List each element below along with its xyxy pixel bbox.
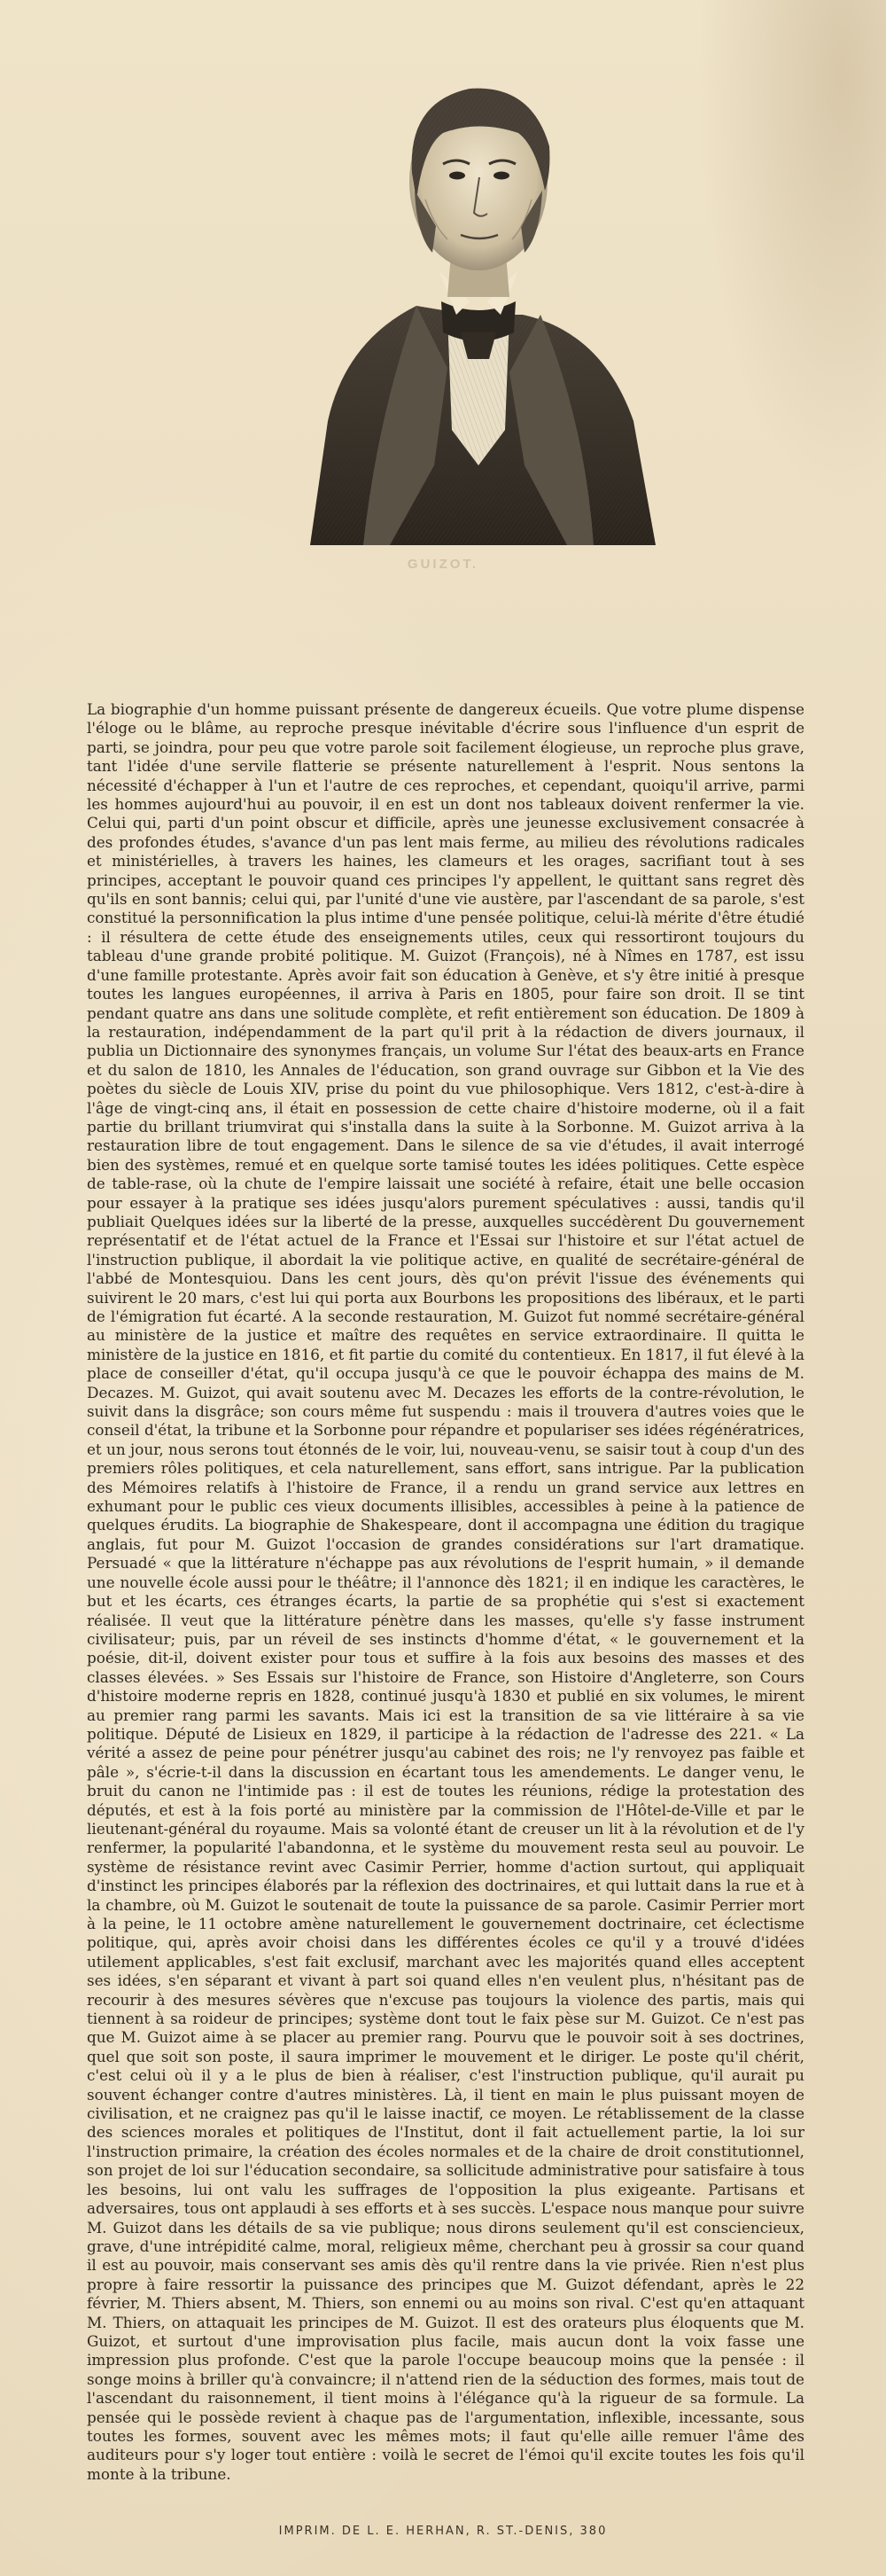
portrait-caption: GUIZOT. — [407, 557, 479, 572]
biography-paragraph: La biographie d'un homme puissant présente de dangereux écueils. Que votre plume dispense l'éloge ou le blâme, au reproche presque inévitable d'écrire sous l'influence d'un esprit de parti, se joindra, pour peu que votre parole soit facilement élogieuse, un reproche plus grave, tant l'idée d'une servile flatterie se présente naturellement à l'esprit. Nous sentons la nécessité d'échapper à l'un et l'autre de ces reproches, et cependant, quoiqu'il arrive, parmi les hommes aujourd'hui au pouvoir, il en est un dont nos tableaux doivent renfermer la vie. Celui qui, parti d'un point obscur et difficile, après une jeunesse exclusivement consacrée à des profondes études, s'avance d'un pas lent mais ferme, au milieu des révolutions radicales et ministérielles, à travers les haines, les clameurs et les orages, sacrifiant tout à ses principes, acceptant le pouvoir quand ces principes l'y appellent, le quittant sans regret dès qu'ils en sont bannis; celui qui, par l'unité d'une vie austère, par l'ascendant de sa parole, s'est constitué la personnification la plus intime d'une pensée politique, celui-là mérite d'être étudié : il résultera de cette étude des enseignements utiles, ceux qui ressortiront toujours du tableau d'une grande probité politique. M. Guizot (François), né à Nîmes en 1787, est issu d'une famille protestante. Après avoir fait son éducation à Genève, et s'y être initié à presque toutes les langues européennes, il arriva à Paris en 1805, pour faire son droit. Il se tint pendant quatre ans dans une solitude complète, et refit entièrement son éducation. De 1809 à la restauration, indépendamment de la part qu'il prit à la rédaction de divers journaux, il publia un Dictionnaire des synonymes français, un volume Sur l'état des beaux-arts en France et du salon de 1810, les Annales de l'éducation, son grand ouvrage sur Gibbon et la Vie des poètes du siècle de Louis XIV, prise du point du vue philosophique. Vers 1812, c'est-à-dire à l'âge de vingt-cinq ans, il était en possession de cette chaire d'histoire moderne, où il a fait partie du brillant triumvirat qui s'installa dans la suite à la Sorbonne. M. Guizot arriva à la restauration libre de tout engagement. Dans le silence de sa vie d'études, il avait interrogé bien des systèmes, remué et en quelque sorte tamisé toutes les idées politiques. Cette espèce de table-rase, où la chute de l'empire laissait une société à refaire, était une belle occasion pour essayer à la pratique ses idées jusqu'alors purement spéculatives : aussi, tandis qu'il publiait Quelques idées sur la liberté de la presse, auxquelles succédèrent Du gouvernement représentatif et de l'état actuel de la France et l'Essai sur l'histoire et sur l'état actuel de l'instruction publique, il abordait la vie politique active, en qualité de secrétaire-général de l'abbé de Montesquiou. Dans les cent jours, dès qu'on prévit l'issue des événements qui suivirent le 20 mars, c'est lui qui porta aux Bourbons les propositions des libéraux, et le parti de l'émigration fut écarté. A la seconde restauration, M. Guizot fut nommé secrétaire-général au ministère de la justice et maître des requêtes en service extraordinaire. Il quitta le ministère de la justice en 1816, et fit partie du comité du contentieux. En 1817, il fut élevé à la place de conseiller d'état, qu'il occupa jusqu'à ce que le pouvoir échappa des mains de M. Decazes. M. Guizot, qui avait soutenu avec M. Decazes les efforts de la contre-révolution, le suivit dans la disgrâce; son cours même fut suspendu : mais il trouvera d'autres voies que le conseil d'état, la tribune et la Sorbonne pour répandre et populariser ses idées régénératrices, et un jour, nous serons tout étonnés de le voir, lui, nouveau-venu, se saisir tout à coup d'un des premiers rôles politiques, et cela naturellement, sans effort, sans intrigue. Par la publication des Mémoires relatifs à l'histoire de France, il a rendu un grand service aux lettres en exhumant pour le public ces vieux documents illisibles, accessibles à peine à la patience de quelques érudits. La biographie de Shakespeare, dont il accompagna une édition du tragique anglais, fut pour M. Guizot l'occasion de grandes considérations sur l'art dramatique. Persuadé « que la littérature n'échappe pas aux révolutions de l'esprit humain, » il demande une nouvelle école aussi pour le théâtre; il l'annonce dès 1821; il en indique les caractères, le but et les écarts, ces étranges écarts, la partie de sa prophétie qui s'est si exactement réalisée. Il veut que la littérature pénètre dans les masses, qu'elle s'y fasse instrument civilisateur; puis, par un réveil de ses instincts d'homme d'état, « le gouvernement et la poésie, dit-il, doivent exister pour tous et suffire à la fois aux besoins des masses et des classes élevées. » Ses Essais sur l'histoire de France, son Histoire d'Angleterre, son Cours d'histoire moderne repris en 1828, continué jusqu'à 1830 et publié en six volumes, le mirent au premier rang parmi les savants. Mais ici est la transition de sa vie littéraire à sa vie politique. Député de Lisieux en 1829, il participe à la rédaction de l'adresse des 221. « La vérité a assez de peine pour pénétrer jusqu'au cabinet des rois; ne l'y renvoyez pas faible et pâle », s'écrie-t-il dans la discussion en écartant tous les amendements. Le danger venu, le bruit du canon ne l'intimide pas : il est de toutes les réunions, rédige la protestation des députés, et est à la fois porté au ministère par la commission de l'Hôtel-de-Ville et par le lieutenant-général du royaume. Mais sa volonté étant de creuser un lit à la révolution et de l'y renfermer, la popularité l'abandonna, et le système du mouvement resta seul au pouvoir. Le système de résistance revint avec Casimir Perrier, homme d'action surtout, qui appliquait d'instinct les principes élaborés par la réflexion des doctrinaires, et qui luttait dans la rue et à la chambre, où M. Guizot le soutenait de toute la puissance de sa parole. Casimir Perrier mort à la peine, le 11 octobre amène naturellement le gouvernement doctrinaire, cet éclectisme politique, qui, après avoir choisi dans les différentes écoles ce qu'il y a trouvé d'idées utilement applicables, s'est fait exclusif, marchant avec les majorités quand elles acceptent ses idées, s'en séparant et vivant à part soi quand elles n'en veulent plus, n'hésitant pas de recourir à des mesures sévères que n'excuse pas toujours la violence des partis, mais qui tiennent à sa roideur de principes; système dont tout le faix pèse sur M. Guizot. Ce n'est pas que M. Guizot aime à se placer au premier rang. Pourvu que le pouvoir soit à ses doctrines, quel que soit son poste, il saura imprimer le mouvement et le diriger. Le poste qu'il chérit, c'est celui où il y a le plus de bien à réaliser, c'est l'instruction publique, qu'il aurait pu souvent échanger contre d'autres ministères. Là, il tient en main le plus puissant moyen de civilisation, et ne craignez pas qu'il le laisse inactif, ce moyen. Le rétablissement de la classe des sciences morales et politiques de l'Institut, dont il fait actuellement partie, la loi sur l'instruction primaire, la création des écoles normales et de la chaire de droit constitutionnel, son projet de loi sur l'éducation secondaire, sa sollicitude administrative pour satisfaire à tous les besoins, lui ont valu les suffrages de l'opposition la plus exigeante. Partisans et adversaires, tous ont applaudi à ses efforts et à ses succès. L'espace nous manque pour suivre M. Guizot dans les détails de sa vie publique; nous dirons seulement qu'il est consciencieux, grave, d'une intrépidité calme, moral, religieux même, cherchant peu à grossir sa cour quand il est au pouvoir, mais conservant ses amis dès qu'il rentre dans la vie privée. Rien n'est plus propre à faire ressortir la puissance des principes que M. Guizot défendant, après le 22 février, M. Thiers absent, M. Thiers, son ennemi ou au moins son rival. C'est qu'en attaquant M. Thiers, on attaquait les principes de M. Guizot. Il est des orateurs plus éloquents que M. Guizot, et surtout d'une improvisation plus facile, mais aucun dont la voix fasse une impression plus profonde. C'est que la parole l'occupe beaucoup moins que la pensée : il songe moins à briller qu'à convaincre; il n'attend rien de la séduction des formes, mais tout de l'ascendant du raisonnement, il tient moins à l'élégance qu'à la rigueur de sa formule. La pensée qui le possède revient à chaque pas de l'argumentation, inflexible, incessante, sous toutes les formes, souvent avec les mêmes mots; il faut qu'elle aille remuer l'âme des auditeurs pour s'y loger tout entière : voilà le secret de l'émoi qu'il excite toutes les fois qu'il monte à la tribune. — [87, 700, 804, 2483]
portrait-illustration — [292, 49, 664, 545]
printer-imprint: IMPRIM. DE L. E. HERHAN, R. ST.-DENIS, 380 — [278, 2525, 608, 2538]
portrait-engraving — [292, 49, 664, 545]
biography-text — [87, 700, 804, 2483]
